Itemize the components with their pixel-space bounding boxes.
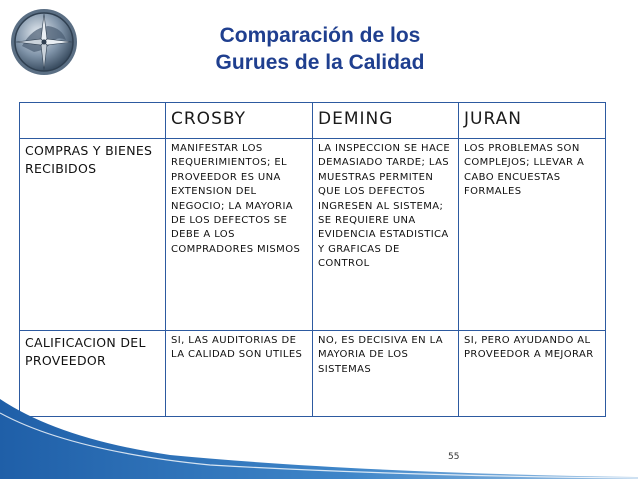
table-cell-deming: NO, ES DECISIVA EN LA MAYORIA DE LOS SISTEMAS [313,331,459,417]
title-line-1: Comparación de los [219,24,421,47]
slide-title [160,22,480,76]
table-cell-juran: SI, PERO AYUDANDO AL PROVEEDOR A MEJORAR [459,331,606,417]
table-cell-juran: LOS PROBLEMAS SON COMPLEJOS; LLEVAR A CABO ENCUESTAS FORMALES [459,139,606,331]
title-line-2: Gurues de la Calidad [215,51,425,74]
row-label: CALIFICACION DEL PROVEEDOR [20,331,166,417]
header-cell-crosby: CROSBY [166,103,313,139]
table-cell-deming: LA INSPECCION SE HACE DEMASIADO TARDE; LAS MUESTRAS PERMITEN QUE LOS DEFECTOS INGRESEN AL SISTEMA; SE REQUIERE UNA EVIDENCIA ESTADISTICA Y GRAFICAS DE CONTROL [313,139,459,331]
table-cell-crosby: MANIFESTAR LOS REQUERIMIENTOS; EL PROVEEDOR ES UNA EXTENSION DEL NEGOCIO; LA MAYORIA DE LOS DEFECTOS SE DEBE A LOS COMPRADORES MISMOS [166,139,313,331]
compass-globe-logo-icon [8,6,80,78]
row-label: COMPRAS Y BIENES RECIBIDOS [20,139,166,331]
table-cell-crosby: SI, LAS AUDITORIAS DE LA CALIDAD SON UTILES [166,331,313,417]
page-number: 55 [448,452,460,462]
table-row [20,139,606,331]
table-header-row [20,103,606,139]
decorative-swoosh [0,399,638,479]
header-cell-empty [20,103,166,139]
header-cell-deming: DEMING [313,103,459,139]
comparison-table [19,102,606,417]
header-cell-juran: JURAN [459,103,606,139]
